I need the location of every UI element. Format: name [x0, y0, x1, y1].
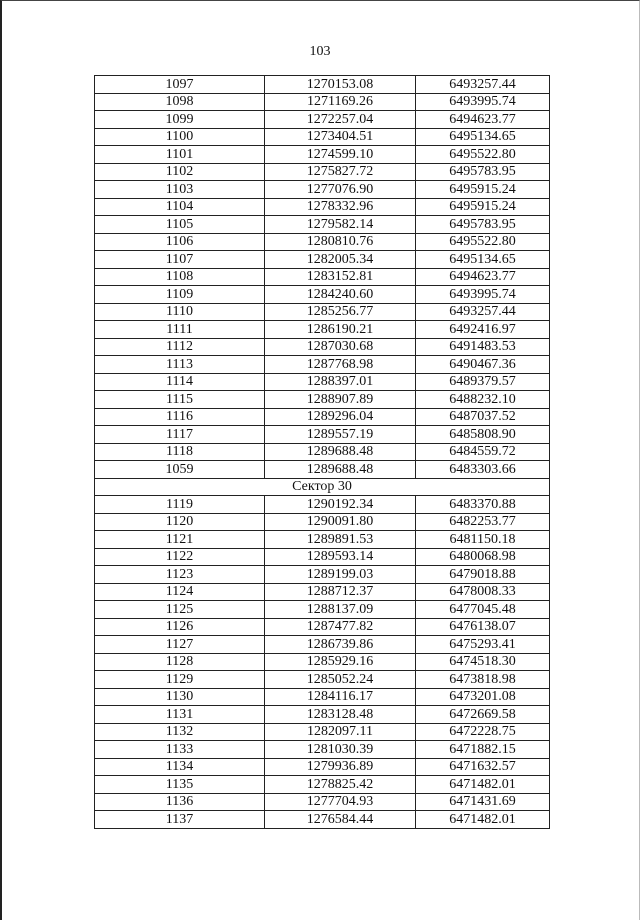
- point-number-cell: 1121: [95, 531, 265, 549]
- y-coordinate-cell: 6484559.72: [416, 443, 550, 461]
- point-number-cell: 1122: [95, 548, 265, 566]
- point-number-cell: 1100: [95, 128, 265, 146]
- x-coordinate-cell: 1285256.77: [265, 303, 416, 321]
- table-row: [95, 408, 550, 426]
- point-number-cell: 1110: [95, 303, 265, 321]
- table-row: [95, 303, 550, 321]
- x-coordinate-cell: 1287477.82: [265, 618, 416, 636]
- point-number-cell: 1137: [95, 811, 265, 829]
- x-coordinate-cell: 1289557.19: [265, 426, 416, 444]
- table-row: [95, 268, 550, 286]
- point-number-cell: 1107: [95, 251, 265, 269]
- point-number-cell: 1104: [95, 198, 265, 216]
- table-row: [95, 198, 550, 216]
- y-coordinate-cell: 6472669.58: [416, 706, 550, 724]
- point-number-cell: 1106: [95, 233, 265, 251]
- y-coordinate-cell: 6478008.33: [416, 583, 550, 601]
- x-coordinate-cell: 1289593.14: [265, 548, 416, 566]
- y-coordinate-cell: 6483370.88: [416, 496, 550, 514]
- table-row: [95, 566, 550, 584]
- table-row: [95, 758, 550, 776]
- x-coordinate-cell: 1285052.24: [265, 671, 416, 689]
- x-coordinate-cell: 1290192.34: [265, 496, 416, 514]
- page-number: 103: [309, 44, 331, 59]
- y-coordinate-cell: 6483303.66: [416, 461, 550, 479]
- table-row: [95, 741, 550, 759]
- y-coordinate-cell: 6492416.97: [416, 321, 550, 339]
- point-number-cell: 1126: [95, 618, 265, 636]
- point-number-cell: 1102: [95, 163, 265, 181]
- point-number-cell: 1129: [95, 671, 265, 689]
- table-row: [95, 688, 550, 706]
- table-row: [95, 251, 550, 269]
- y-coordinate-cell: 6495522.80: [416, 146, 550, 164]
- table-row: [95, 391, 550, 409]
- point-number-cell: 1119: [95, 496, 265, 514]
- y-coordinate-cell: 6495915.24: [416, 181, 550, 199]
- x-coordinate-cell: 1288137.09: [265, 601, 416, 619]
- table-row: [95, 443, 550, 461]
- x-coordinate-cell: 1279582.14: [265, 216, 416, 234]
- x-coordinate-cell: 1279936.89: [265, 758, 416, 776]
- table-row: [95, 321, 550, 339]
- point-number-cell: 1130: [95, 688, 265, 706]
- y-coordinate-cell: 6493995.74: [416, 93, 550, 111]
- table-row: [95, 163, 550, 181]
- point-number-cell: 1116: [95, 408, 265, 426]
- x-coordinate-cell: 1289891.53: [265, 531, 416, 549]
- y-coordinate-cell: 6479018.88: [416, 566, 550, 584]
- table-row: [95, 373, 550, 391]
- x-coordinate-cell: 1288907.89: [265, 391, 416, 409]
- y-coordinate-cell: 6471482.01: [416, 811, 550, 829]
- table-row: [95, 618, 550, 636]
- x-coordinate-cell: 1273404.51: [265, 128, 416, 146]
- table-row: [95, 548, 550, 566]
- y-coordinate-cell: 6495134.65: [416, 251, 550, 269]
- point-number-cell: 1112: [95, 338, 265, 356]
- point-number-cell: 1136: [95, 793, 265, 811]
- table-row: [95, 653, 550, 671]
- x-coordinate-cell: 1290091.80: [265, 513, 416, 531]
- table-row: [95, 146, 550, 164]
- y-coordinate-cell: 6471482.01: [416, 776, 550, 794]
- table-row: [95, 496, 550, 514]
- table-row: [95, 513, 550, 531]
- x-coordinate-cell: 1285929.16: [265, 653, 416, 671]
- y-coordinate-cell: 6482253.77: [416, 513, 550, 531]
- point-number-cell: 1118: [95, 443, 265, 461]
- table-row: [95, 706, 550, 724]
- y-coordinate-cell: 6473818.98: [416, 671, 550, 689]
- table-row: [95, 461, 550, 479]
- x-coordinate-cell: 1278332.96: [265, 198, 416, 216]
- x-coordinate-cell: 1277076.90: [265, 181, 416, 199]
- table-row: [95, 181, 550, 199]
- x-coordinate-cell: 1274599.10: [265, 146, 416, 164]
- y-coordinate-cell: 6491483.53: [416, 338, 550, 356]
- point-number-cell: 1128: [95, 653, 265, 671]
- y-coordinate-cell: 6495783.95: [416, 163, 550, 181]
- x-coordinate-cell: 1271169.26: [265, 93, 416, 111]
- point-number-cell: 1114: [95, 373, 265, 391]
- y-coordinate-cell: 6485808.90: [416, 426, 550, 444]
- table-row: [95, 583, 550, 601]
- point-number-cell: 1127: [95, 636, 265, 654]
- y-coordinate-cell: 6487037.52: [416, 408, 550, 426]
- y-coordinate-cell: 6471632.57: [416, 758, 550, 776]
- x-coordinate-cell: 1272257.04: [265, 111, 416, 129]
- sector-label: Сектор 30: [95, 478, 550, 496]
- x-coordinate-cell: 1286739.86: [265, 636, 416, 654]
- table-row: [95, 233, 550, 251]
- x-coordinate-cell: 1276584.44: [265, 811, 416, 829]
- table-row: [95, 811, 550, 829]
- point-number-cell: 1134: [95, 758, 265, 776]
- coordinates-table-body: [95, 76, 550, 829]
- point-number-cell: 1103: [95, 181, 265, 199]
- point-number-cell: 1111: [95, 321, 265, 339]
- point-number-cell: 1135: [95, 776, 265, 794]
- sector-header-row: [95, 478, 550, 496]
- y-coordinate-cell: 6473201.08: [416, 688, 550, 706]
- x-coordinate-cell: 1280810.76: [265, 233, 416, 251]
- table-row: [95, 723, 550, 741]
- x-coordinate-cell: 1287768.98: [265, 356, 416, 374]
- point-number-cell: 1132: [95, 723, 265, 741]
- table-row: [95, 601, 550, 619]
- x-coordinate-cell: 1270153.08: [265, 76, 416, 94]
- y-coordinate-cell: 6488232.10: [416, 391, 550, 409]
- table-row: [95, 76, 550, 94]
- x-coordinate-cell: 1284116.17: [265, 688, 416, 706]
- x-coordinate-cell: 1289688.48: [265, 443, 416, 461]
- table-row: [95, 636, 550, 654]
- coordinates-table: [94, 75, 550, 829]
- x-coordinate-cell: 1281030.39: [265, 741, 416, 759]
- point-number-cell: 1115: [95, 391, 265, 409]
- point-number-cell: 1123: [95, 566, 265, 584]
- y-coordinate-cell: 6495915.24: [416, 198, 550, 216]
- x-coordinate-cell: 1288712.37: [265, 583, 416, 601]
- table-row: [95, 111, 550, 129]
- x-coordinate-cell: 1287030.68: [265, 338, 416, 356]
- table-row: [95, 128, 550, 146]
- table-row: [95, 671, 550, 689]
- y-coordinate-cell: 6494623.77: [416, 111, 550, 129]
- point-number-cell: 1117: [95, 426, 265, 444]
- x-coordinate-cell: 1283128.48: [265, 706, 416, 724]
- point-number-cell: 1113: [95, 356, 265, 374]
- x-coordinate-cell: 1282097.11: [265, 723, 416, 741]
- x-coordinate-cell: 1278825.42: [265, 776, 416, 794]
- point-number-cell: 1105: [95, 216, 265, 234]
- table-row: [95, 776, 550, 794]
- point-number-cell: 1120: [95, 513, 265, 531]
- y-coordinate-cell: 6493257.44: [416, 76, 550, 94]
- y-coordinate-cell: 6476138.07: [416, 618, 550, 636]
- table-row: [95, 793, 550, 811]
- table-row: [95, 216, 550, 234]
- y-coordinate-cell: 6474518.30: [416, 653, 550, 671]
- x-coordinate-cell: 1289688.48: [265, 461, 416, 479]
- point-number-cell: 1108: [95, 268, 265, 286]
- y-coordinate-cell: 6495522.80: [416, 233, 550, 251]
- x-coordinate-cell: 1277704.93: [265, 793, 416, 811]
- y-coordinate-cell: 6495134.65: [416, 128, 550, 146]
- point-number-cell: 1124: [95, 583, 265, 601]
- y-coordinate-cell: 6472228.75: [416, 723, 550, 741]
- point-number-cell: 1109: [95, 286, 265, 304]
- y-coordinate-cell: 6475293.41: [416, 636, 550, 654]
- point-number-cell: 1059: [95, 461, 265, 479]
- y-coordinate-cell: 6494623.77: [416, 268, 550, 286]
- x-coordinate-cell: 1286190.21: [265, 321, 416, 339]
- point-number-cell: 1099: [95, 111, 265, 129]
- y-coordinate-cell: 6490467.36: [416, 356, 550, 374]
- y-coordinate-cell: 6471431.69: [416, 793, 550, 811]
- y-coordinate-cell: 6481150.18: [416, 531, 550, 549]
- table-row: [95, 338, 550, 356]
- x-coordinate-cell: 1283152.81: [265, 268, 416, 286]
- y-coordinate-cell: 6489379.57: [416, 373, 550, 391]
- point-number-cell: 1098: [95, 93, 265, 111]
- x-coordinate-cell: 1282005.34: [265, 251, 416, 269]
- point-number-cell: 1125: [95, 601, 265, 619]
- table-row: [95, 531, 550, 549]
- y-coordinate-cell: 6495783.95: [416, 216, 550, 234]
- x-coordinate-cell: 1275827.72: [265, 163, 416, 181]
- table-row: [95, 93, 550, 111]
- x-coordinate-cell: 1289199.03: [265, 566, 416, 584]
- point-number-cell: 1133: [95, 741, 265, 759]
- table-row: [95, 286, 550, 304]
- point-number-cell: 1131: [95, 706, 265, 724]
- table-row: [95, 426, 550, 444]
- y-coordinate-cell: 6493995.74: [416, 286, 550, 304]
- table-row: [95, 356, 550, 374]
- y-coordinate-cell: 6480068.98: [416, 548, 550, 566]
- x-coordinate-cell: 1284240.60: [265, 286, 416, 304]
- point-number-cell: 1101: [95, 146, 265, 164]
- y-coordinate-cell: 6477045.48: [416, 601, 550, 619]
- point-number-cell: 1097: [95, 76, 265, 94]
- x-coordinate-cell: 1288397.01: [265, 373, 416, 391]
- y-coordinate-cell: 6493257.44: [416, 303, 550, 321]
- y-coordinate-cell: 6471882.15: [416, 741, 550, 759]
- x-coordinate-cell: 1289296.04: [265, 408, 416, 426]
